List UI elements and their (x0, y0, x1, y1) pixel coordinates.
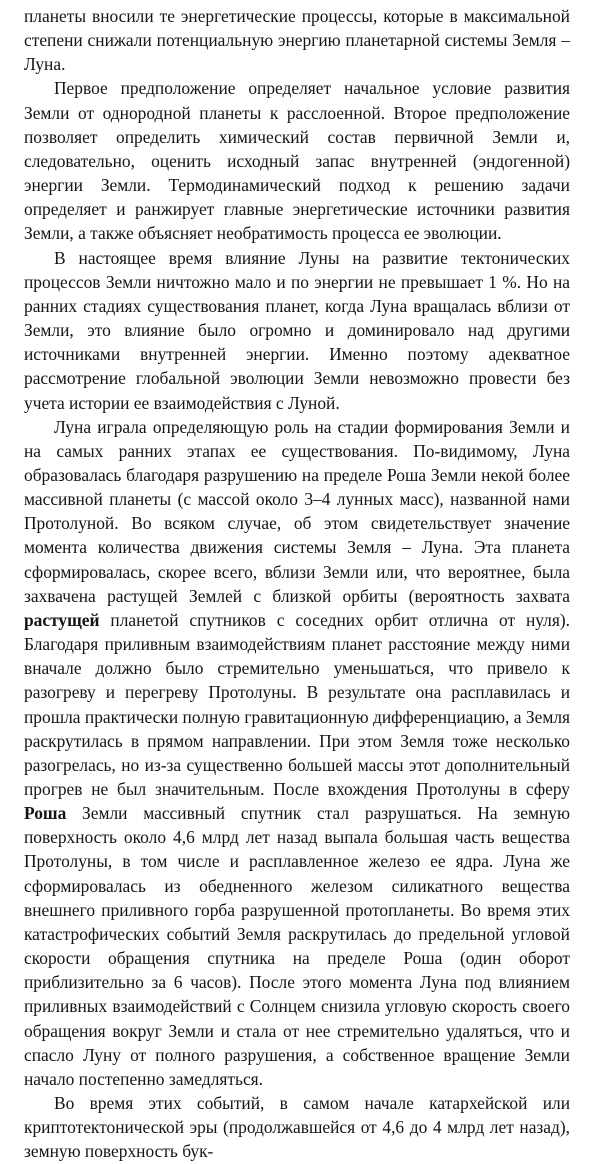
paragraph-3 (24, 246, 570, 415)
paragraph-1 (24, 4, 570, 76)
paragraph-5 (24, 1091, 570, 1163)
paragraph-4-text-b: планетой спутников с соседних орбит отлична от нуля). Благодаря приливным взаимодействиям планет расстояние между ними вначале должно было стремительно уменьшаться, что привело к разогреву и перегреву Протолуны. В результате она расплавилась и прошла практически полную гравитационную дифференциацию, а Земля раскрутилась в прямом направлении. При этом Земля тоже несколько разогрелась, но из-за существенно большей массы этот дополнительный прогрев не был значительным. После вхождения Протолуны в сферу (24, 609, 570, 799)
paragraph-2-text: Первое предположение определяет начальное условие развития Земли от однородной планеты к расслоенной. Второе предположение позволяет определить химический состав первичной Земли и, следовательно, оценить исходный запас внутренней (эндогенной) энергии Земли. Термодинамический подход к решению задачи определяет и ранжирует главные энергетические источники развития Земли, а также объясняет необратимость процесса ее эволюции. (24, 78, 570, 244)
paragraph-4-text-c: Земли массивный спутник стал разрушаться. На земную поверхность около 4,6 млрд лет назад выпала большая часть вещества Протолуны, в том числе и расплавленное железо ее ядра. Луна же сформировалась из обедненного железом силикатного вещества внешнего приливного горба разрушенной протопланеты. Во время этих катастрофических событий Земля раскрутилась до предельной угловой скорости обращения спутника на пределе Роша (один оборот приблизительно за 6 часов). После этого момента Луна под влиянием приливных взаимодействий с Солнцем снизила угловую скорость своего обращения вокруг Земли и стала от нее стремительно удаляться, что и спасло Луну от полного разрушения, а собственное вращение Земли начало постепенно замедляться. (24, 803, 570, 1089)
paragraph-4-bold-term-growing: растущей (24, 609, 100, 630)
paragraph-2 (24, 76, 570, 245)
paragraph-5-text: Во время этих событий, в самом начале катархейской или криптотектонической эры (продолжавшейся от 4,6 до 4 млрд лет назад), земную поверхность бук- (24, 1093, 570, 1162)
paragraph-4 (24, 415, 570, 1091)
paragraph-3-text: В настоящее время влияние Луны на развитие тектонических процессов Земли ничтожно мало и по энергии не превышает 1 %. Но на ранних стадиях существования планет, когда Луна вращалась вблизи от Земли, это влияние было огромно и доминировало над другими источниками внутренней энергии. Именно поэтому адекватное рассмотрение глобальной эволюции Земли невозможно провести без учета истории ее взаимодействия с Луной. (24, 247, 570, 413)
paragraph-4-bold-term-roche: Роша (24, 803, 67, 824)
paragraph-1-text: планеты вносили те энергетические процессы, которые в максимальной степени снижали потенциальную энергию планетарной системы Земля – Луна. (24, 6, 570, 75)
paragraph-4-text-a: Луна играла определяющую роль на стадии формирования Земли и на самых ранних этапах ее существования. По-видимому, Луна образовалась благодаря разрушению на пределе Роша Земли некой более массивной планеты (с массой около 3–4 лунных масс), названной нами Протолуной. Во всяком случае, об этом свидетельствует значение момента количества движения системы Земля – Луна. Эта планета сформировалась, скорее всего, вблизи Земли или, что вероятнее, была захвачена растущей Землей с близкой орбиты (вероятность захвата (24, 416, 570, 606)
